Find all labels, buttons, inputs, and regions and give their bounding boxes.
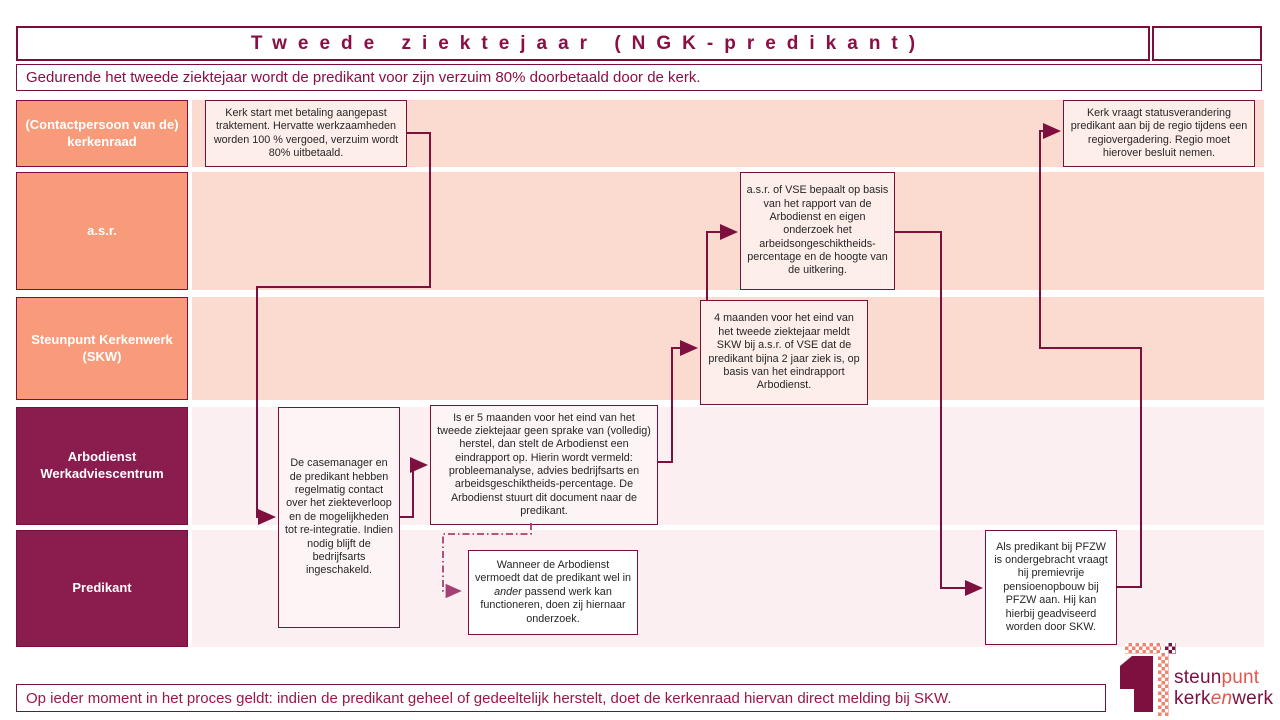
box-onderzoek-passend-werk bbox=[468, 550, 638, 635]
box-text-italic: ander bbox=[494, 585, 522, 598]
lane-label-text: Steunpunt Kerkenwerk (SKW) bbox=[31, 331, 173, 364]
checker-pattern-top bbox=[1125, 643, 1161, 654]
box-kerk-start-betaling bbox=[205, 100, 407, 167]
box-text: Kerk start met betaling aangepast traktement. Hervatte werkzaamheden worden 100 % vergoed, verzuim wordt 80% uitbetaald. bbox=[213, 106, 399, 159]
lane-label-text: a.s.r. bbox=[87, 222, 117, 238]
box-pfzw-pensioenopbouw bbox=[985, 530, 1117, 645]
lane-strip-asr bbox=[192, 172, 1264, 290]
box-text: De casemanager en de predikant hebben regelmatig contact over het ziekteverloop en de mogelijkheden tot re-integratie. Indien nodig blijft de bedrijfsarts ingeschakeld. bbox=[284, 457, 394, 577]
title-side-box bbox=[1152, 26, 1262, 61]
box-4-maanden-melding bbox=[700, 300, 868, 405]
lane-label-text: Arbodienst Werkadviescentrum bbox=[40, 449, 164, 481]
lane-label-arbodienst bbox=[16, 407, 188, 525]
title-bar bbox=[16, 26, 1150, 61]
subtitle-bar bbox=[16, 64, 1262, 91]
logo-word-accent: en bbox=[1210, 688, 1233, 709]
page-title: Tweede ziektejaar (NGK-predikant) bbox=[250, 32, 927, 54]
lane-label-predikant bbox=[16, 530, 188, 647]
box-text: 4 maanden voor het eind van het tweede ziektejaar meldt SKW bij a.s.r. of VSE dat de predikant bijna 2 jaar ziek is, op basis van het eindrapport Arbodienst. bbox=[708, 312, 860, 392]
box-text: Is er 5 maanden voor het eind van het tweede ziektejaar geen sprake van (volledig) herstel, dan stelt de Arbodienst een eindrapport op. Hierin wordt vermeld: probleemanalyse, advies bedrijfsarts en arbeidsgeschiktheids-percentage. De Arbodienst stuurt dit document naar de predikant. bbox=[437, 411, 651, 518]
logo-word: werk bbox=[1232, 688, 1274, 709]
box-text: Kerk vraagt statusverandering predikant aan bij de regio tijdens een regiovergadering. Regio moet hierover besluit nemen. bbox=[1070, 106, 1248, 159]
lane-label-skw bbox=[16, 297, 188, 400]
box-text: a.s.r. of VSE bepaalt op basis van het rapport van de Arbodienst en eigen onderzoek het arbeidsongeschiktheids-percentage en de hoogte van de uitkering. bbox=[746, 184, 889, 277]
lane-label-asr bbox=[16, 172, 188, 290]
logo-line-1 bbox=[1174, 667, 1273, 688]
logo-word-accent: punt bbox=[1221, 667, 1260, 688]
lane-label-text: Predikant bbox=[72, 580, 132, 596]
lane-label-kerkenraad bbox=[16, 100, 188, 167]
footer-note-text: Op ieder moment in het proces geldt: indien de predikant geheel of gedeeltelijk herstelt, doet de kerkenraad hiervan direct melding bij SKW. bbox=[26, 689, 952, 707]
logo-word: kerk bbox=[1174, 688, 1211, 709]
footer-note-bar bbox=[16, 684, 1106, 712]
box-asr-vse-bepaalt bbox=[740, 172, 895, 290]
box-text: Als predikant bij PFZW is ondergebracht vraagt hij premievrije pensioenopbouw bij PFZW aan. Hij kan hierbij geadviseerd worden door SKW. bbox=[994, 540, 1108, 633]
box-text-part: Wanneer de Arbodienst vermoedt dat de predikant wel in bbox=[474, 559, 632, 585]
logo-word: steun bbox=[1174, 667, 1222, 688]
box-kerk-vraagt-statusverandering bbox=[1063, 100, 1255, 167]
lane-label-text: (Contactpersoon van de) kerkenraad bbox=[25, 116, 179, 149]
checker-pattern-vertical bbox=[1158, 653, 1169, 716]
steunpunt-kerkenwerk-logo-icon bbox=[1120, 656, 1153, 712]
steunpunt-kerkenwerk-logo-text bbox=[1174, 667, 1273, 709]
box-eindrapport-arbodienst bbox=[430, 405, 658, 525]
logo-line-2 bbox=[1174, 688, 1273, 709]
box-text-part: passend werk kan functioneren, doen zij hiernaar onderzoek. bbox=[480, 585, 626, 625]
subtitle-text: Gedurende het tweede ziektejaar wordt de predikant voor zijn verzuim 80% doorbetaald door de kerk. bbox=[26, 69, 701, 86]
box-casemanager-contact bbox=[278, 407, 400, 628]
box-text bbox=[474, 559, 632, 626]
